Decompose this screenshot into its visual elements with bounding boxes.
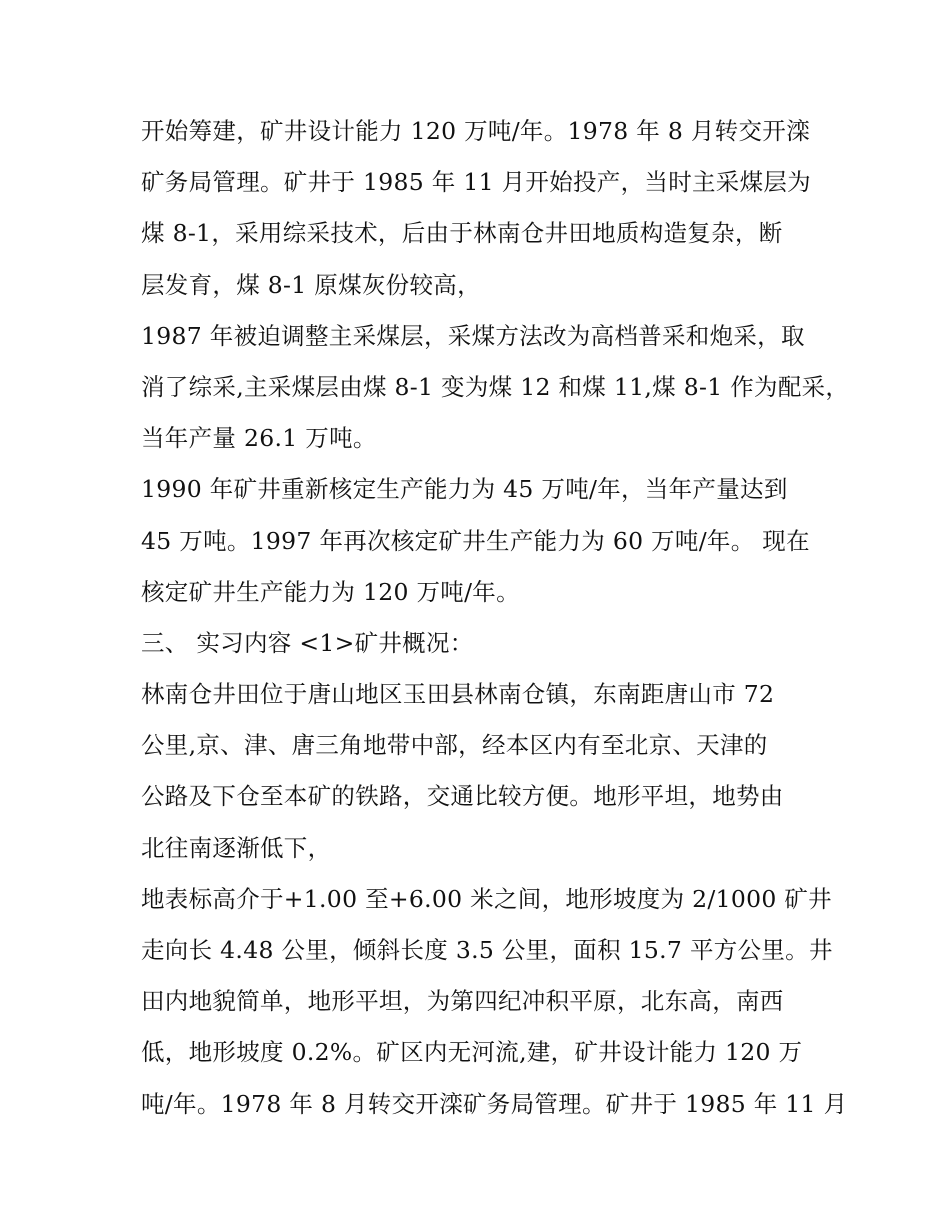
body-text — [141, 106, 850, 1130]
text-line: 矿务局管理。矿井于 1985 年 11 月开始投产，当时主采煤层为 — [141, 168, 811, 197]
text-line: 北往南逐渐低下， — [141, 833, 332, 862]
text-line: 公路及下仓至本矿的铁路，交通比较方便。地形平坦，地势由 — [141, 782, 784, 811]
text-line: 核定矿井生产能力为 120 万吨/年。 — [141, 577, 520, 606]
text-line: 当年产量 26.1 万吨。 — [141, 424, 377, 453]
text-line: 煤 8-1，采用综采技术，后由于林南仓井田地质构造复杂，断 — [141, 219, 783, 248]
text-line: 田内地貌简单，地形平坦，为第四纪冲积平原，北东高，南西 — [141, 987, 784, 1016]
text-line: 地表标高介于+1.00 至+6.00 米之间，地形坡度为 2/1000 矿井 — [141, 884, 832, 913]
text-line: 低，地形坡度 0.2%。矿区内无河流,建，矿井设计能力 120 万 — [141, 1038, 803, 1067]
text-line: 走向长 4.48 公里，倾斜长度 3.5 公里，面积 15.7 平方公里。井 — [141, 936, 833, 964]
text-line: 公里,京、津、唐三角地带中部，经本区内有至北京、天津的 — [141, 731, 768, 760]
text-line: 层发育，煤 8-1 原煤灰份较高， — [141, 270, 481, 299]
text-line: 45 万吨。1997 年再次核定矿井生产能力为 60 万吨/年。 现在 — [141, 526, 810, 555]
section-heading: 三、 实习内容 <1>矿井概况： — [141, 628, 474, 657]
text-line: 消了综采,主采煤层由煤 8-1 变为煤 12 和煤 11,煤 8-1 作为配采， — [141, 372, 850, 401]
text-line: 1990 年矿井重新核定生产能力为 45 万吨/年，当年产量达到 — [141, 475, 788, 504]
text-line: 1987 年被迫调整主采煤层，采煤方法改为高档普采和炮采，取 — [141, 321, 805, 350]
text-line: 吨/年。1978 年 8 月转交开滦矿务局管理。矿井于 1985 年 11 月 — [141, 1089, 848, 1118]
text-line: 林南仓井田位于唐山地区玉田县林南仓镇，东南距唐山市 72 — [141, 680, 775, 709]
text-line: 开始筹建，矿井设计能力 120 万吨/年。1978 年 8 月转交开滦 — [141, 117, 810, 145]
